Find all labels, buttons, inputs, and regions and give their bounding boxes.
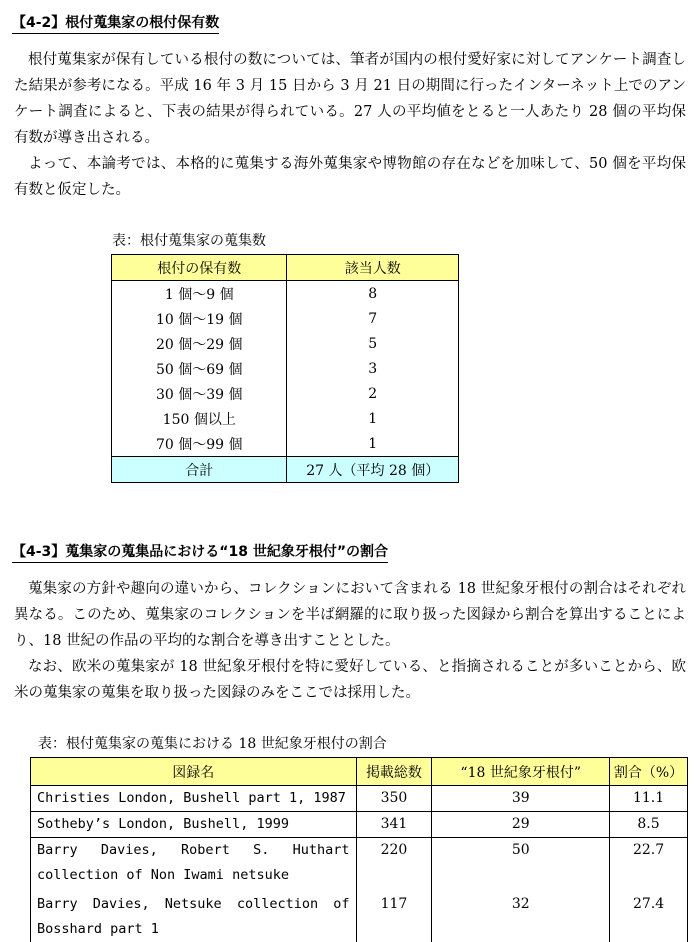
table-total-row — [112, 457, 459, 483]
table-cell: 10 個～19 個 — [112, 306, 287, 331]
section-4-2-heading: 【4-2】根付蒐集家の根付保有数 — [12, 14, 219, 34]
total-value: 27 人（平均 28 個） — [287, 457, 459, 483]
header-cell: 掲載総数 — [356, 758, 432, 786]
table-row — [31, 888, 688, 942]
total-count: 117 — [356, 888, 432, 942]
ivory-ratio-table — [30, 757, 688, 942]
catalog-name — [31, 838, 357, 889]
ratio-value: 22.7 — [610, 838, 688, 889]
table-row — [112, 406, 459, 431]
table-row — [112, 306, 459, 331]
table1-caption: 表：根付蒐集家の蒐集数 — [112, 233, 266, 249]
header-cell: 図録名 — [31, 758, 357, 786]
header-cell: 根付の保有数 — [112, 255, 287, 281]
table-row — [31, 812, 688, 838]
table-cell: 50 個～69 個 — [112, 356, 287, 381]
table-cell: 150 個以上 — [112, 406, 287, 431]
table-row — [31, 786, 688, 812]
header-cell: 割合（%） — [610, 758, 688, 786]
paragraph: よって、本論考では、本格的に蒐集する海外蒐集家や博物館の存在などを加味して、50 個を平均保有数と仮定した。 — [14, 156, 686, 198]
table-cell: 5 — [287, 331, 459, 356]
table-header-row — [112, 255, 459, 281]
table-cell: 2 — [287, 381, 459, 406]
table-cell: 30 個～39 個 — [112, 381, 287, 406]
catalog-name-line: Barry Davies, Netsuke collection of — [37, 896, 350, 912]
ivory-count: 50 — [432, 838, 610, 889]
section-4-3-heading: 【4-3】蒐集家の蒐集品における“18 世紀象牙根付”の割合 — [12, 543, 388, 563]
table-cell: 1 個～9 個 — [112, 281, 287, 307]
table-cell: 8 — [287, 281, 459, 307]
table-row — [112, 381, 459, 406]
table-cell: 3 — [287, 356, 459, 381]
section-4-2-body — [14, 47, 686, 203]
table-row — [112, 281, 459, 307]
header-cell: “18 世紀象牙根付” — [432, 758, 610, 786]
table-row — [112, 431, 459, 457]
total-count: 350 — [356, 786, 432, 812]
catalog-name-line: Christies London, Bushell part 1, 1987 — [37, 790, 346, 806]
ivory-count: 29 — [432, 812, 610, 838]
section-4-3-body — [14, 576, 686, 706]
collector-count-table — [111, 254, 459, 483]
catalog-name — [31, 888, 357, 942]
table-row — [112, 331, 459, 356]
table-cell: 20 個～29 個 — [112, 331, 287, 356]
catalog-name-line: Barry Davies, Robert S. Huthart — [37, 842, 350, 858]
table-cell: 7 — [287, 306, 459, 331]
total-count: 341 — [356, 812, 432, 838]
table-cell: 1 — [287, 431, 459, 457]
paragraph: なお、欧米の蒐集家が 18 世紀象牙根付を特に愛好している、と指摘されることが多いことから、欧米の蒐集家の蒐集を取り扱った図録のみをここでは採用した。 — [14, 659, 686, 701]
table2-caption: 表：根付蒐集家の蒐集における 18 世紀象牙根付の割合 — [38, 736, 387, 752]
ratio-value: 11.1 — [610, 786, 688, 812]
table-cell: 1 — [287, 406, 459, 431]
total-label: 合計 — [112, 457, 287, 483]
catalog-name — [31, 786, 357, 812]
ivory-count: 32 — [432, 888, 610, 942]
paragraph: 蒐集家の方針や趣向の違いから、コレクションにおいて含まれる 18 世紀象牙根付の割合はそれぞれ異なる。このため、蒐集家のコレクションを半ば網羅的に取り扱った図録から割合を算出することにより、18 世紀の作品の平均的な割合を導き出すこととした。 — [14, 581, 686, 649]
ivory-count: 39 — [432, 786, 610, 812]
total-count: 220 — [356, 838, 432, 889]
ratio-value: 8.5 — [610, 812, 688, 838]
paragraph: 根付蒐集家が保有している根付の数については、筆者が国内の根付愛好家に対してアンケート調査した結果が参考になる。平成 16 年 3 月 15 日から 3 月 21 日の期間に行ったインターネット上でのアンケート調査によると、下表の結果が得られている。27 人の平均値をとると一人あたり 28 個の平均保有数が導き出される。 — [14, 52, 686, 146]
table-row — [31, 838, 688, 889]
ratio-value: 27.4 — [610, 888, 688, 942]
catalog-name-line: Bosshard part 1 — [37, 921, 159, 937]
catalog-name-line: Sotheby’s London, Bushell, 1999 — [37, 816, 289, 832]
catalog-name-line: collection of Non Iwami netsuke — [37, 867, 289, 883]
header-cell: 該当人数 — [287, 255, 459, 281]
table-cell: 70 個～99 個 — [112, 431, 287, 457]
catalog-name — [31, 812, 357, 838]
table-row — [112, 356, 459, 381]
table-header-row — [31, 758, 688, 786]
